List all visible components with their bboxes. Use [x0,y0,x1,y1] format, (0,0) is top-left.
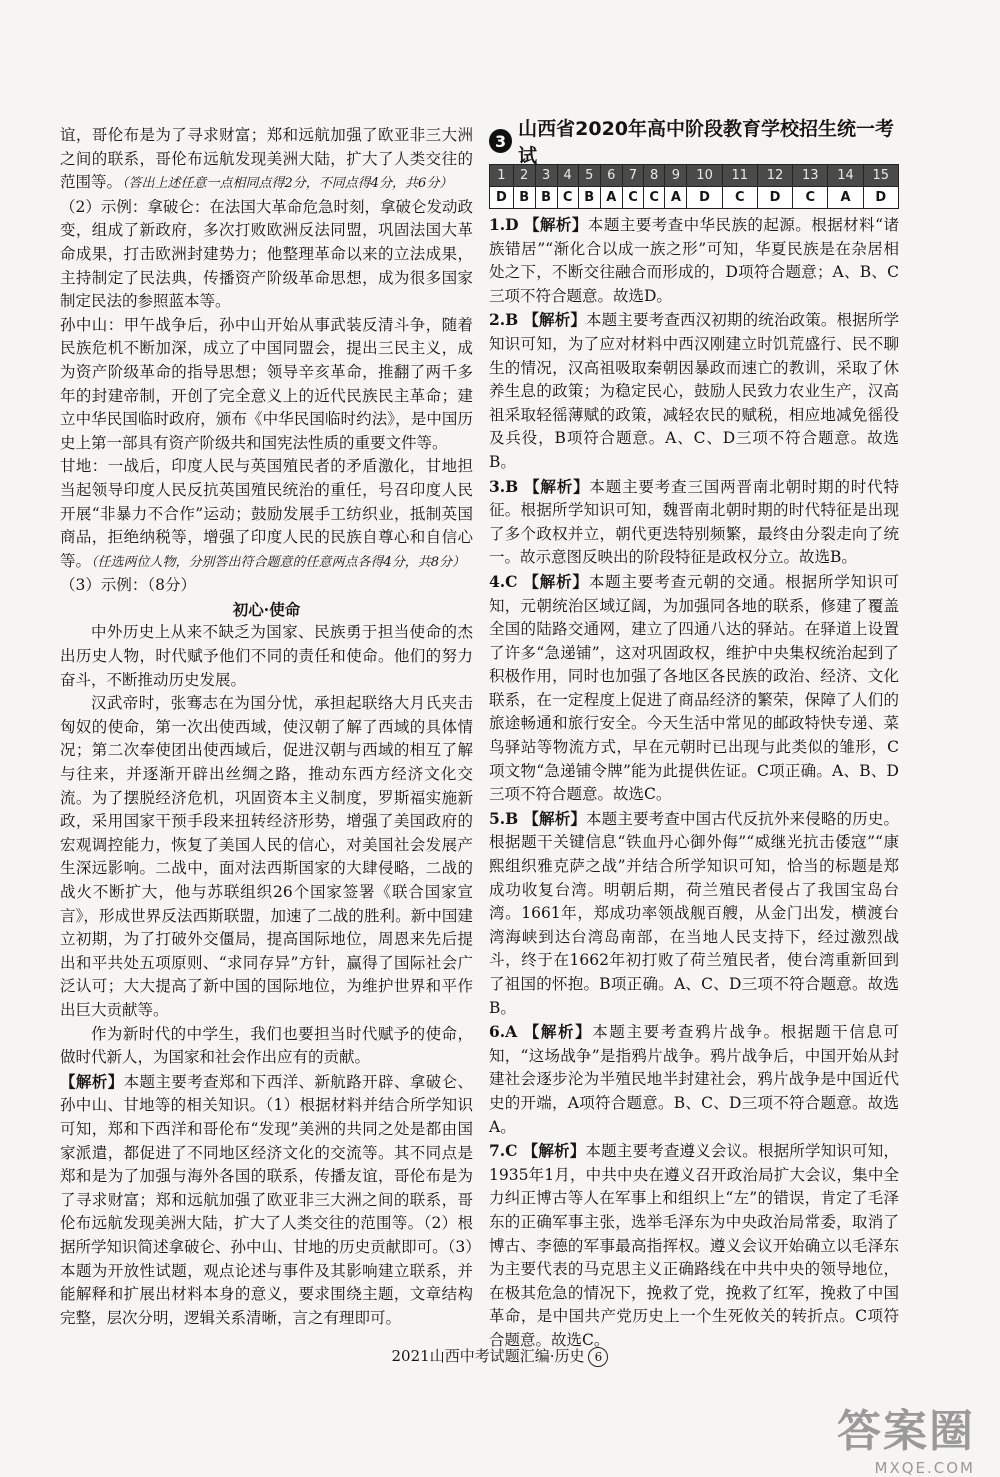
explanation-text: 本题主要考查西汉初期的统治政策。根据所学知识可知，为了应对材料中西汉刚建立时饥荒盛行、民不聊生的情况，汉高祖吸取秦朝因暴政而速亡的教训，采取了休养生息的政策；为稳定民心，鼓励人民致力农业生产，汉高祖采取轻徭薄赋的政策，减轻农民的赋税，相应地减免徭役及兵役，B项符合题意。A、C、D三项不符合题意。故选B。 [489,311,899,471]
page-number: 6 [588,1347,608,1367]
answer-key-table [489,164,899,209]
question-number-cell: 9 [665,165,687,187]
analysis-tag: 【解析】 [60,1071,124,1091]
analysis-tag: 【解析】 [523,310,587,330]
answer-letter-cell: B [513,187,535,209]
question-number-cell: 13 [793,165,828,187]
answer-letter-row [490,187,899,209]
right-column [489,118,899,1353]
answer-letter-cell: C [793,187,828,209]
answer-explanation-item [489,1139,899,1352]
answer-letter-cell: D [490,187,514,209]
explanation-text: 本题主要考查元朝的交通。根据所学知识可知，元朝统治区域辽阔，为加强同各地的联系，修建了覆盖全国的陆路交通网，建立了四通八达的驿站。在驿道上设置了许多“急递铺”，这对巩固政权，维护中央集权统治起到了积极作用，同时也加强了各地区各民族的政治、经济、文化联系，在一定程度上促进了商品经济的繁荣，保障了人们的旅途畅通和旅行安全。今天生活中常见的邮政特快专递、菜鸟驿站等物流方式，早在元朝时已出现与此类似的雏形，C项文物“急递铺令牌”能为此提供佐证。C项正确。A、B、D三项不符合题意。故选C。 [489,572,899,804]
left-column [60,124,473,1330]
question-answer-number: 6.A [489,1022,518,1042]
question-number-cell: 14 [828,165,863,187]
question-number-cell: 12 [757,165,792,187]
scoring-note: （答出上述任意一点相同点得2分，不同点得4分，共6分） [122,176,453,192]
explanation-text: 本题主要考查三国两晋南北朝时期的时代特征。根据所学知识可知，魏晋南北朝时期的时代特征是出现了多个政权并立，朝代更迭特别频繁，最终由分裂走向了统一。故示意图反映出的阶段特征是政权分立。故选B。 [489,477,899,567]
question-number-cell: 1 [490,165,514,187]
question-answer-number: 5.B [489,808,519,828]
essay-paragraph: 作为新时代的中学生，我们也要担当时代赋予的使命，做时代新人，为国家和社会作出应有的贡献。 [60,1024,473,1067]
essay-paragraph: 中外历史上从来不缺乏为国家、民族勇于担当使命的杰出历史人物，时代赋予他们不同的责任和使命。他们的努力奋斗，不断推动历史发展。 [60,623,473,689]
question-number-cell: 2 [513,165,535,187]
answer-explanation-item [489,475,899,570]
question-answer-number: 4.C [489,571,518,591]
answer-letter-cell: C [557,187,578,209]
paragraph [60,124,473,196]
question-number-cell: 11 [722,165,757,187]
explanation-text: 本题主要考查中华民族的起源。根据材料“诸族错居”“渐化合以成一族之形”可知，华夏民族是在杂居相处之下，不断交往融合而形成的，D项符合题意；A、B、C三项不符合题意。故选D。 [489,216,899,305]
section-title: 山西省2020年高中阶段教育学校招生统一考试 [518,118,895,167]
paragraph: 孙中山：甲午战争后，孙中山开始从事武装反清斗争，随着民族危机不断加深，成立了中国同盟会，提出三民主义，成为资产阶级革命的指导思想；领导辛亥革命，推翻了两千多年的封建帝制，开创了完全意义上的近代民族民主革命；建立中华民国临时政府，颁布《中华民国临时约法》，是中国历史上第一部具有资产阶级共和国宪法性质的重要文件等。 [60,315,473,452]
analysis-tag: 【解析】 [523,808,587,828]
analysis-tag: 【解析】 [523,571,589,591]
question-answer-number: 1.D [489,215,519,234]
paragraph [60,455,473,574]
analysis-paragraph [60,1070,473,1331]
question-answer-number: 2.B [489,310,519,330]
answer-explanation-item [489,308,899,474]
answer-explanation-item [489,1020,899,1139]
question-number-cell: 6 [600,165,622,187]
answer-letter-cell: D [757,187,792,209]
answer-letter-cell: A [600,187,622,209]
section-number-badge: 3 [489,129,512,153]
answer-explanation-item [489,807,899,1020]
question-number-cell: 8 [644,165,665,187]
question-answer-number: 7.C [489,1141,518,1161]
essay-paragraph: 汉武帝时，张骞志在为国分忧，承担起联络大月氏夹击匈奴的使命，第一次出使西域，使汉朝了解了西域的具体情况；第二次奉使团出使西域后，促进汉朝与西域的相互了解与往来，并逐渐开辟出丝绸之路，推动东西方经济文化交流。为了摆脱经济危机，巩固资本主义制度，罗斯福实施新政，采用国家干预手段来扭转经济形势，增强了美国政府的宏观调控能力，恢复了美国人民的信心，对美国社会发展产生深远影响。二战中，面对法西斯国家的大肆侵略，二战的战火不断扩大，他与苏联组织26个国家签署《联合国家宣言》，形成世界反法西斯联盟，加速了二战的胜利。新中国建立初期，为了打破外交僵局，提高国际地位，周恩来先后提出和平共处五项原则、“求同存异”方针，赢得了国际社会广泛认可；大大提高了新中国的国际地位，为维护世界和平作出巨大贡献等。 [60,694,473,1019]
question-number-cell: 5 [578,165,600,187]
watermark-logo-text: 答案圈 [837,1406,975,1457]
answer-letter-cell: A [828,187,863,209]
analysis-tag: 【解析】 [524,476,590,496]
question-number-cell: 4 [557,165,578,187]
watermark-url: MXQE.COM [874,1459,975,1477]
answer-letter-cell: B [535,187,557,209]
explanation-text: 本题主要考查遵义会议。根据所学知识可知，1935年1月，中共中央在遵义召开政治局扩大会议，集中全力纠正博古等人在军事上和组织上“左”的错误，肯定了毛泽东的正确军事主张，选举毛泽东为中央政治局常委，取消了博古、李德的军事最高指挥权。遵义会议开始确立以毛泽东为主要代表的马克思主义正确路线在中共中央的领导地位，在极其危急的情况下，挽救了党，挽救了红军，挽救了中国革命，是中国共产党历史上一个生死攸关的转折点。C项符合题意。故选C。 [489,1142,899,1349]
analysis-tag: 【解析】 [523,1022,593,1042]
footer-text: 2021山西中考试题汇编·历史 [391,1347,585,1365]
question-answer-number: 3.B [489,476,519,496]
section-header [489,118,899,167]
question-number-cell: 15 [863,165,898,187]
scoring-note: （任选两位人物，分别答出符合题意的任意两点各得4分，共8分） [91,554,466,570]
question-number-cell: 3 [535,165,557,187]
essay-title: 初心·使命 [232,599,301,619]
explanation-text: 本题主要考查中国古代反抗外来侵略的历史。根据题干关键信息“铁血丹心御外侮”“威继光抗击倭寇”“康熙组织雅克萨之战”并结合所学知识可知，恰当的标题是郑成功收复台湾。明朝后期，荷兰殖民者侵占了我国宝岛台湾。1661年，郑成功率领战舰百艘，从金门出发，横渡台湾海峡到达台湾岛南部，在当地人民支持下，经过激烈战斗，终于在1662年初打败了荷兰殖民者，使台湾重新回到了祖国的怀抱。B项正确。A、C、D三项不符合题意。故选B。 [489,809,899,1017]
answer-letter-cell: D [863,187,898,209]
answer-letter-cell: D [687,187,722,209]
answer-letter-cell: A [665,187,687,209]
answer-letter-cell: B [578,187,600,209]
watermark-logo [837,1395,975,1477]
page-footer [0,1345,1000,1367]
answer-letter-cell: C [644,187,665,209]
answer-explanation-item [489,570,899,807]
question-number-cell: 7 [622,165,643,187]
explanation-text: 本题主要考查鸦片战争。根据题干信息可知，“这场战争”是指鸦片战争。鸦片战争后，中国开始从封建社会逐步沦为半殖民地半封建社会，鸦片战争是中国近代史的开端，A项符合题意。B、C、D三项不符合题意。故选A。 [489,1023,899,1136]
analysis-tag: 【解析】 [524,215,588,234]
paragraph-text: 谊，哥伦布是为了寻求财富；郑和远航加强了欧亚非三大洲之间的联系，哥伦布远航发现美洲大陆，扩大了人类交往的范围等。 [60,126,473,192]
question-number-cell: 10 [687,165,722,187]
paragraph: （2）示例：拿破仑：在法国大革命危急时刻，拿破仑发动政变，组成了新政府，多次打败欧洲反法同盟，巩固法国大革命成果，打击欧洲封建势力；他整理革命以来的立法成果，主持制定了民法典，传播资产阶级革命思想，成为很多国家制定民法的参照蓝本等。 [60,197,473,311]
paragraph: （3）示例：（8分） [60,576,196,595]
analysis-text: 本题主要考查郑和下西洋、新航路开辟、拿破仑、孙中山、甘地等的相关知识。（1）根据材料并结合所学知识可知，郑和下西洋和哥伦布“发现”美洲的共同之处是都由国家派遣，都促进了不同地区经济文化的交流等。其不同点是郑和是为了加强与海外各国的联系，传播友谊，哥伦布是为了寻求财富；郑和远航加强了欧亚非三大洲之间的联系，哥伦布远航发现美洲大陆，扩大了人类交往的范围等。（2）根据所学知识简述拿破仑、孙中山、甘地的历史贡献即可。（3）本题为开放性试题，观点论述与事件及其影响建立联系，并能解释和扩展出材料本身的意义，要求围绕主题，文章结构完整，层次分明，逻辑关系清晰，言之有理即可。 [60,1072,473,1327]
analysis-tag: 【解析】 [522,1141,586,1161]
answer-letter-cell: C [722,187,757,209]
answer-explanation-item [489,213,899,308]
answer-letter-cell: C [622,187,643,209]
answer-explanations [489,213,899,1353]
paragraph-text: 甘地：一战后，印度人民与英国殖民者的矛盾激化，甘地担当起领导印度人民反抗英国殖民统治的重任，号召印度人民开展“非暴力不合作”运动；鼓励发展手工纺织业，抵制英国商品，拒绝纳税等，增强了印度人民的民族自尊心和自信心等。 [60,457,473,570]
